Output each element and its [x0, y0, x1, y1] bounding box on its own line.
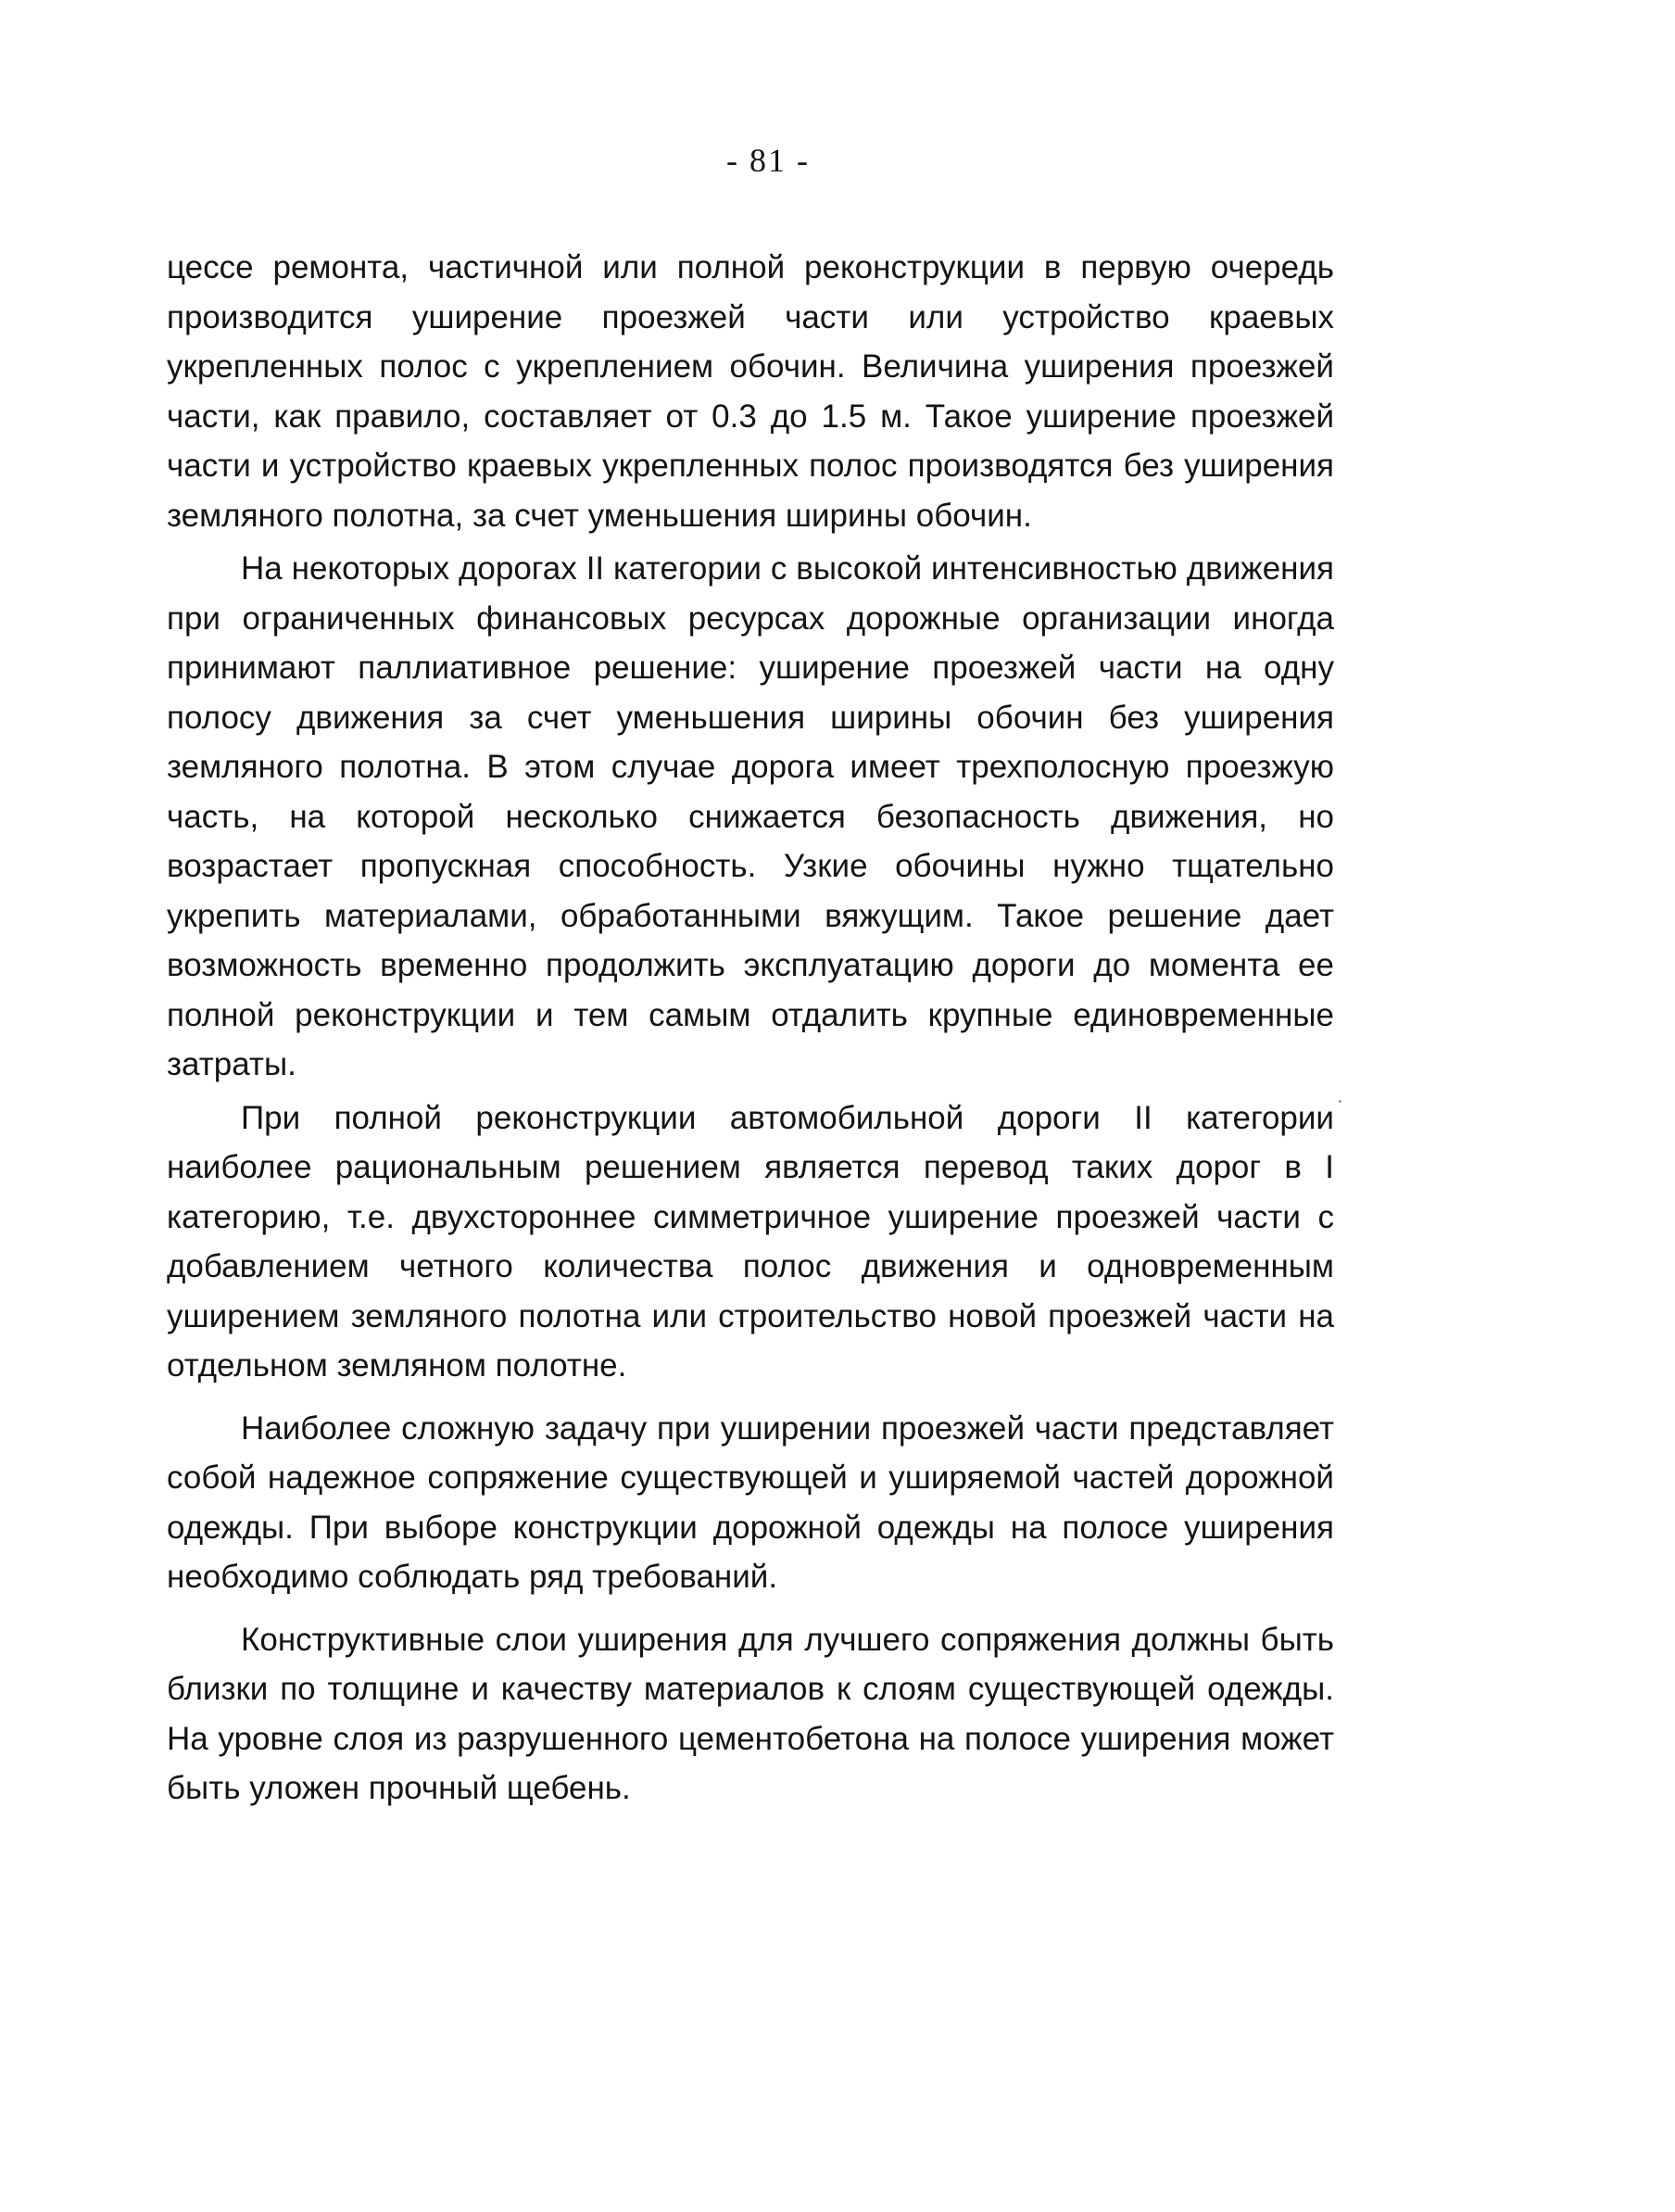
- scan-speck: [1339, 1100, 1341, 1103]
- paragraph-1: цессе ремонта, частичной или полной реконструкции в первую очередь производится уширение проезжей части или устройство краевых укрепленных полос с укреплением обочин. Величина уширения проезжей части, как правило, составляет от 0.3 до 1.5 м. Такое уширение проезжей части и устройство краевых укрепленных полос производятся без уширения земляного полотна, за счет уменьшения ширины обочин.: [167, 249, 1334, 534]
- page-number: - 81 -: [726, 142, 810, 179]
- paragraph-5: Конструктивные слои уширения для лучшего сопряжения должны быть близки по толщине и качеству материалов к слоям существующей одежды. На уровне слоя из разрушенного цементобетона на полосе уширения может быть уложен прочный щебень.: [167, 1621, 1334, 1806]
- paragraph-4: Наиболее сложную задачу при уширении проезжей части представляет собой надежное сопряжение существующей и уширяемой частей дорожной одежды. При выборе конструкции дорожной одежды на полосе уширения необходимо соблюдать ряд требований.: [167, 1409, 1334, 1595]
- body-text: [167, 243, 1334, 1814]
- paragraph-2: На некоторых дорогах II категории с высокой интенсивностью движения при ограниченных финансовых ресурсах дорожные организации иногда принимают паллиативное решение: уширение проезжей части на одну полосу движения за счет уменьшения ширины обочин без уширения земляного полотна. В этом случае дорога имеет трехполосную проезжую часть, на которой несколько снижается безопасность движения, но возрастает пропускная способность. Узкие обочины нужно тщательно укрепить материалами, обработанными вяжущим. Такое решение дает возможность временно продолжить эксплуатацию дороги до момента ее полной реконструкции и тем самым отдалить крупные единовременные затраты.: [167, 550, 1334, 1082]
- paragraph-3: При полной реконструкции автомобильной дороги II категории наиболее рациональным решением является перевод таких дорог в I категорию, т.е. двухстороннее симметричное уширение проезжей части с добавлением четного количества полос движения и одновременным уширением земляного полотна или строительство новой проезжей части на отдельном земляном полотне.: [167, 1099, 1334, 1384]
